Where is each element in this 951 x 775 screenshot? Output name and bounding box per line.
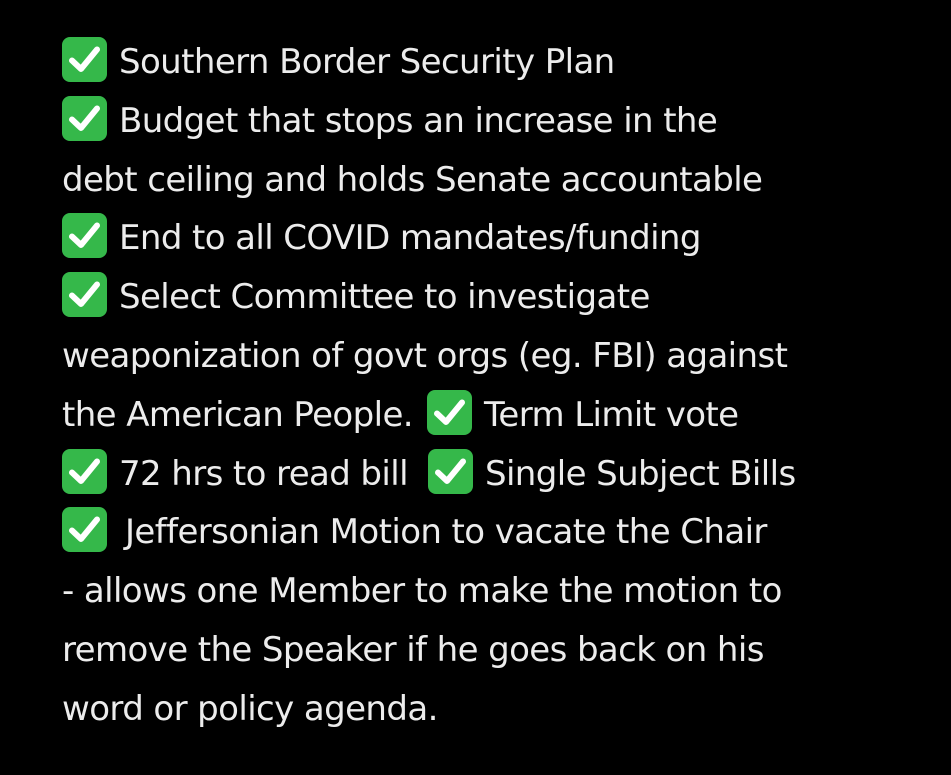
check-mark-icon	[427, 390, 472, 435]
item-jeffersonian-motion-explanation-end: word or policy agenda.	[62, 688, 438, 729]
checklist-line-2	[62, 92, 942, 151]
check-mark-icon	[62, 213, 107, 258]
checklist-line-8	[62, 445, 942, 504]
item-select-committee-continued: weaponization of govt orgs (eg. FBI) against	[62, 335, 788, 376]
item-term-limit-vote: Term Limit vote	[483, 394, 739, 435]
item-covid-mandates: End to all COVID mandates/funding	[119, 218, 701, 259]
checklist-line-10	[62, 562, 942, 621]
item-72-hrs-to-read-bill: 72 hrs to read bill	[119, 453, 408, 494]
checklist-line-3	[62, 151, 942, 210]
checklist-line-11	[62, 621, 942, 680]
item-jeffersonian-motion-explanation-continued: remove the Speaker if he goes back on his	[62, 629, 764, 670]
checklist-line-12	[62, 680, 942, 739]
checklist-line-6	[62, 327, 942, 386]
checklist-line-7	[62, 386, 942, 445]
check-mark-icon	[62, 507, 107, 552]
checklist-line-4	[62, 209, 942, 268]
item-jeffersonian-motion: Jeffersonian Motion to vacate the Chair	[125, 512, 767, 553]
check-mark-icon	[428, 449, 473, 494]
item-jeffersonian-motion-explanation: - allows one Member to make the motion to	[62, 571, 782, 612]
item-single-subject-bills: Single Subject Bills	[484, 453, 796, 494]
item-select-committee-end: the American People.	[62, 394, 413, 435]
item-southern-border-security-plan: Southern Border Security Plan	[119, 42, 615, 82]
check-mark-icon	[62, 96, 107, 141]
checklist-line-5	[62, 268, 942, 327]
item-select-committee: Select Committee to investigate	[119, 277, 650, 318]
item-budget-text: Budget that stops an increase in the	[119, 100, 718, 141]
checklist-line-1	[62, 33, 942, 92]
check-mark-icon	[62, 449, 107, 494]
checklist-line-9	[62, 503, 942, 562]
policy-checklist	[62, 33, 942, 739]
item-budget-text-continued: debt ceiling and holds Senate accountable	[62, 159, 763, 200]
check-mark-icon	[62, 272, 107, 317]
check-mark-icon	[62, 37, 107, 82]
